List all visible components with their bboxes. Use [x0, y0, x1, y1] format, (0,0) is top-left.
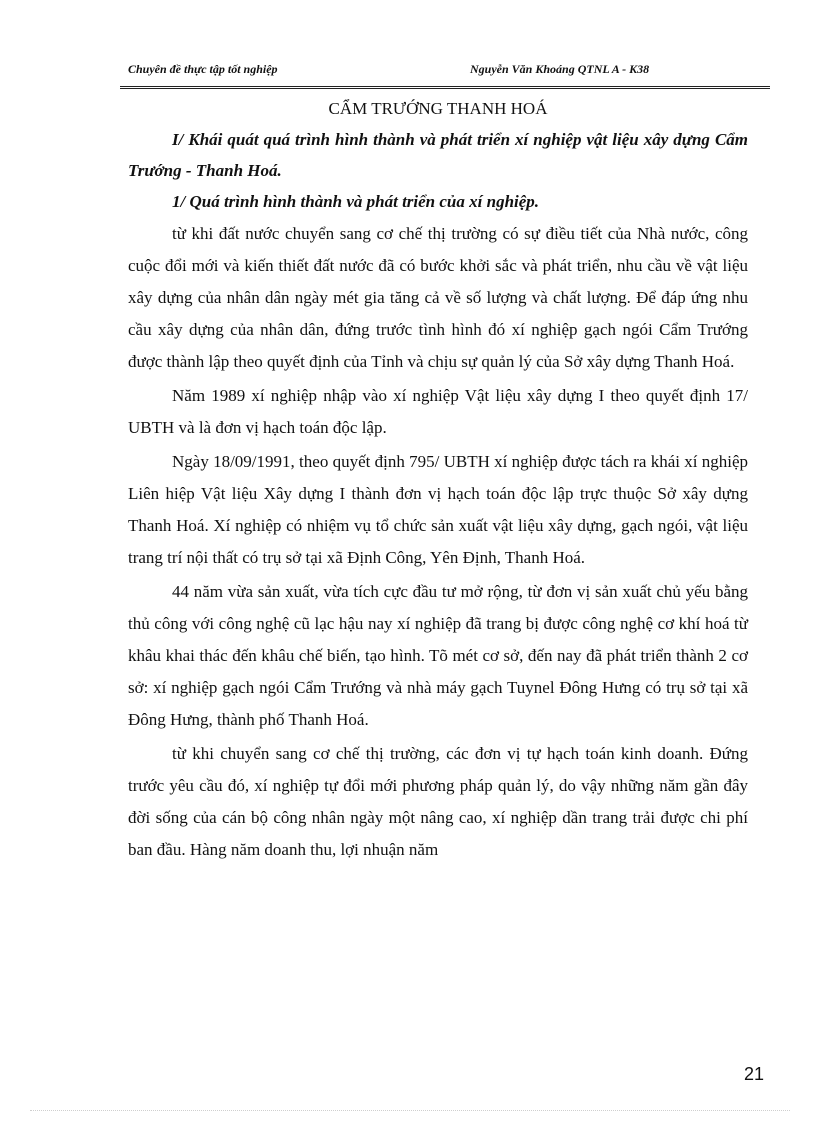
running-header [120, 58, 770, 80]
page-title: CẨM TRƯỚNG THANH HOÁ [328, 99, 548, 118]
page-content [128, 94, 748, 868]
sub-heading: 1/ Quá trình hình thành và phát triển của xí nghiệp. [172, 192, 540, 211]
paragraph-4: 44 năm vừa sản xuất, vừa tích cực đầu tư mở rộng, từ đơn vị sản xuất chủ yếu bằng thủ công với công nghệ cũ lạc hậu nay xí nghiệp đã trang bị được công nghệ cơ khí hoá từ khâu khai thác đến khâu chế biến, tạo hình. Tõ mét cơ sở, đến nay đã phát triển thành 2 cơ sở: xí nghiệp gạch ngói Cẩm Trướng và nhà máy gạch Tuynel Đông Hưng có trụ sở tại xã Đông Hưng, thành phố Thanh Hoá. [128, 582, 748, 729]
page-number: 21 [744, 1064, 765, 1084]
footer-divider [30, 1110, 790, 1111]
paragraph-3: Ngày 18/09/1991, theo quyết định 795/ UBTH xí nghiệp được tách ra khái xí nghiệp Liên hiệp Vật liệu Xây dựng I thành đơn vị hạch toán độc lập trực thuộc Sở xây dựng Thanh Hoá. Xí nghiệp có nhiệm vụ tổ chức sản xuất vật liệu xây dựng, gạch ngói, vật liệu trang trí nội thất có trụ sở tại xã Định Công, Yên Định, Thanh Hoá. [128, 452, 748, 567]
header-right-text: Nguyễn Văn Khoáng QTNL A - K38 [470, 62, 650, 76]
paragraph-1: từ khi đất nước chuyển sang cơ chế thị trường có sự điều tiết của Nhà nước, công cuộc đổi mới và kiến thiết đất nước đã có bước khởi sắc và phát triển, nhu cầu về vật liệu xây dựng của nhân dân ngày mét gia tăng cả về số lượng và chất lượng. Để đáp ứng nhu cầu xây dựng của nhân dân, đứng trước tình hình đó xí nghiệp gạch ngói Cẩm Trướng được thành lập theo quyết định của Tỉnh và chịu sự quản lý của Sở xây dựng Thanh Hoá. [128, 224, 748, 371]
section-heading: I/ Khái quát quá trình hình thành và phát triển xí nghiệp vật liệu xây dựng Cẩm Trướng - Thanh Hoá. [128, 130, 748, 180]
paragraph-2: Năm 1989 xí nghiệp nhập vào xí nghiệp Vật liệu xây dựng I theo quyết định 17/ UBTH và là đơn vị hạch toán độc lập. [128, 386, 748, 437]
paragraph-5: từ khi chuyển sang cơ chế thị trường, các đơn vị tự hạch toán kinh doanh. Đứng trước yêu cầu đó, xí nghiệp tự đổi mới phương pháp quản lý, do vậy những năm gần đây đời sống của cán bộ công nhân ngày một nâng cao, xí nghiệp dần trang trải được chi phí ban đầu. Hàng năm doanh thu, lợi nhuận năm [128, 744, 748, 859]
header-left-text: Chuyên đề thực tập tốt nghiệp [128, 62, 278, 76]
header-rule [120, 86, 770, 89]
